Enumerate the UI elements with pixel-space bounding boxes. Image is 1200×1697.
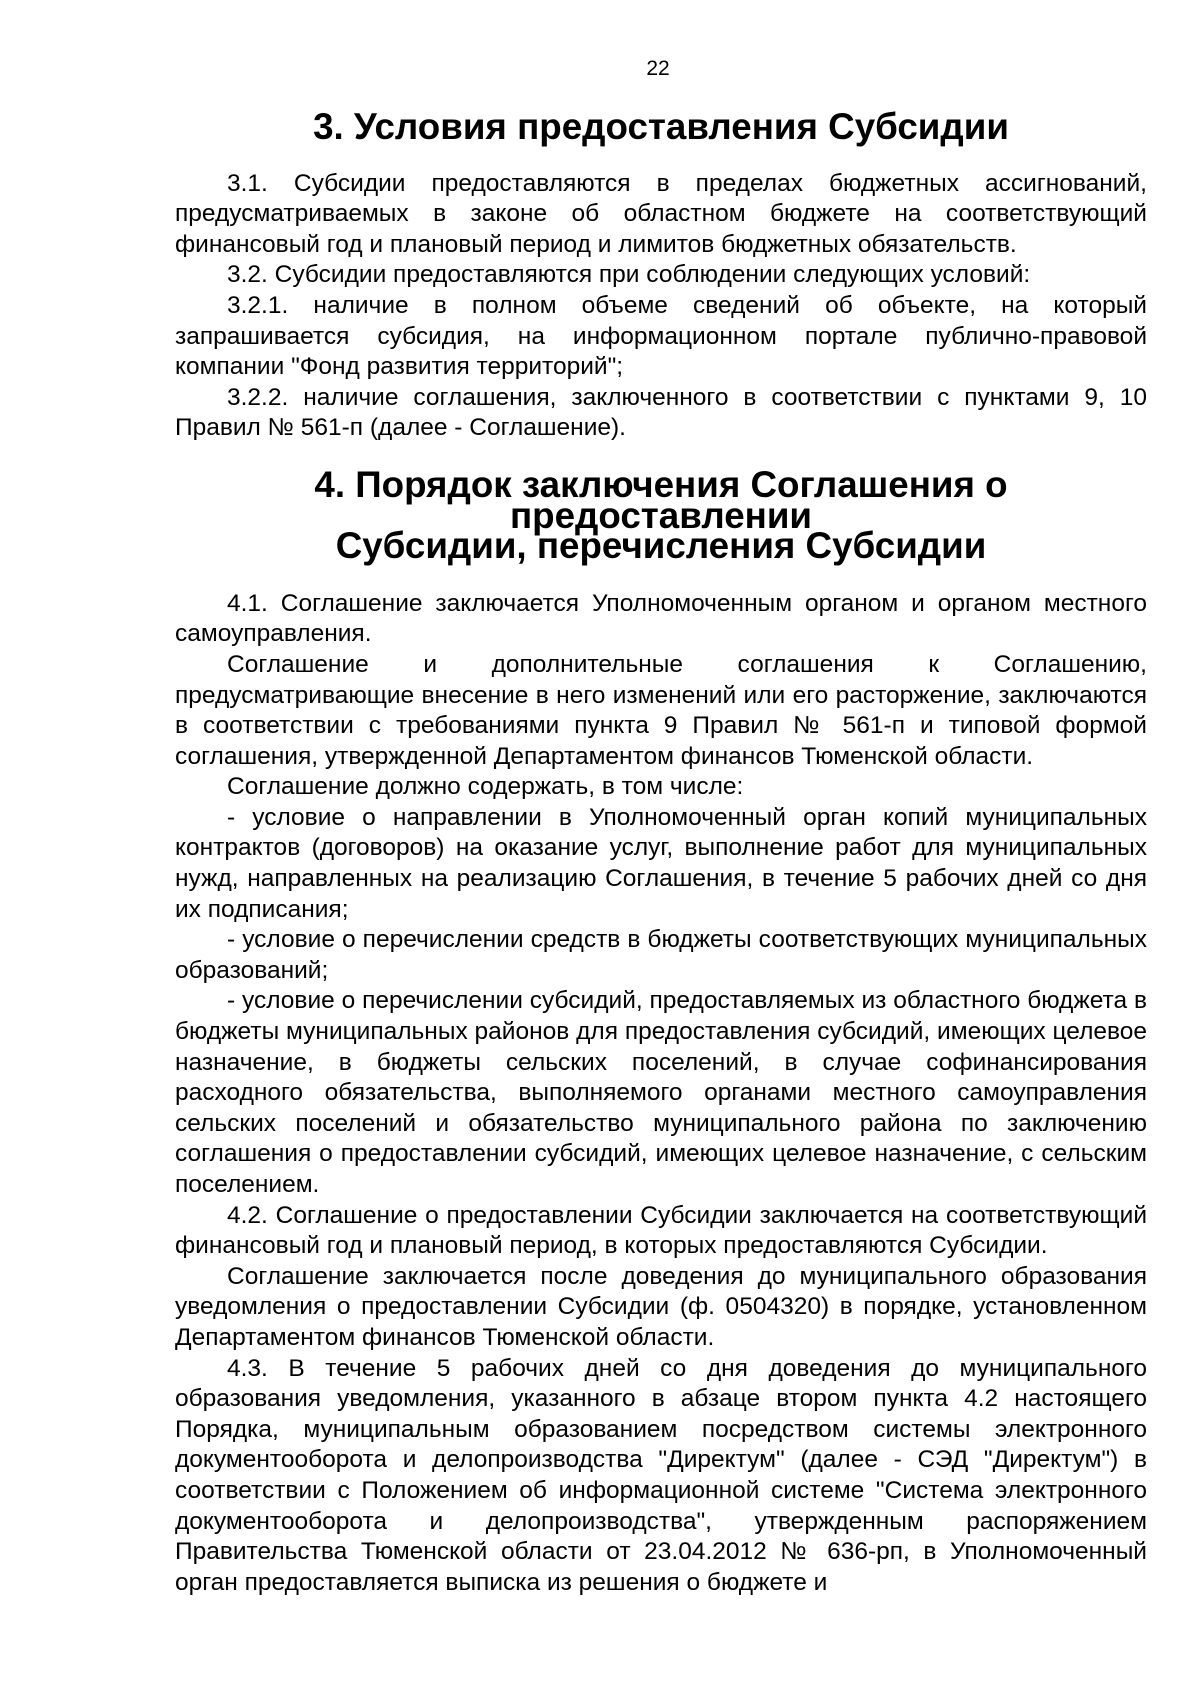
section-4-heading-line1: 4. Порядок заключения Соглашения о предоставлении	[314, 463, 1008, 536]
section-3-heading: 3. Условия предоставления Субсидии	[313, 106, 1009, 147]
paragraph-3-2-1: 3.2.1. наличие в полном объеме сведений об объекте, на который запрашивается субсидия, на информационном портале публично-правовой компании "Фонд развития территорий";	[175, 291, 1147, 381]
paragraph-4-2: 4.2. Соглашение о предоставлении Субсидии заключается на соответствующий финансовый год и плановый период, в которых предоставляются Субсидии.	[175, 1201, 1147, 1260]
paragraph-4-1-contents: Соглашение должно содержать, в том числе:	[227, 773, 744, 801]
paragraph-4-1-agreement-forms: Соглашение и дополнительные соглашения к Соглашению, предусматривающие внесение в него изменений или его расторжение, заключаются в соответствии с требованиями пункта 9 Правил № 561-п и типовой формой соглашения, утвержденной Департаментом финансов Тюменской области.	[175, 650, 1147, 770]
section-4-heading	[175, 463, 1147, 567]
page-number: 22	[646, 57, 670, 80]
paragraph-4-2-notification: Соглашение заключается после доведения до муниципального образования уведомления о предоставлении Субсидии (ф. 0504320) в порядке, установленном Департаментом финансов Тюменской области.	[175, 1262, 1147, 1351]
list-item-transfer-condition: - условие о перечислении средств в бюджеты соответствующих муниципальных образований;	[175, 926, 1147, 984]
section-4-heading-line2: Субсидии, перечисления Субсидии	[335, 525, 987, 567]
document-body	[175, 106, 1147, 1598]
paragraph-3-2: 3.2. Субсидии предоставляются при соблюдении следующих условий:	[227, 261, 1031, 289]
list-item-subsidy-transfer-condition: - условие о перечислении субсидий, предоставляемых из областного бюджета в бюджеты муниципальных районов для предоставления субсидий, имеющих целевое назначение, в бюджеты сельских поселений, в случае софинансирования расходного обязательства, выполняемого органами местного самоуправления сельских поселений и обязательство муниципального района по заключению соглашения о предоставлении субсидий, имеющих целевое назначение, с сельским поселением.	[175, 987, 1147, 1198]
list-item-contracts-condition: - условие о направлении в Уполномоченный орган копий муниципальных контрактов (договоров) на оказание услуг, выполнение работ для муниципальных нужд, направленных на реализацию Соглашения, в течение 5 рабочих дней со дня их подписания;	[175, 803, 1147, 923]
paragraph-4-3: 4.3. В течение 5 рабочих дней со дня доведения до муниципального образования уведомления, указанного в абзаце втором пункта 4.2 настоящего Порядка, муниципальным образованием посредством системы электронного документооборота и делопроизводства "Директум" (далее - СЭД "Директум") в соответствии с Положением об информационной системе "Система электронного документооборота и делопроизводства", утвержденным распоряжением Правительства Тюменской области от 23.04.2012 № 636-рп, в Уполномоченный орган предоставляется выписка из решения о бюджете и	[175, 1354, 1147, 1596]
paragraph-3-1: 3.1. Субсидии предоставляются в пределах бюджетных ассигнований, предусматриваемых в законе об областном бюджете на соответствующий финансовый год и плановый период и лимитов бюджетных обязательств.	[175, 169, 1147, 258]
paragraph-4-1: 4.1. Соглашение заключается Уполномоченным органом и органом местного самоуправления.	[175, 589, 1147, 648]
paragraph-3-2-2: 3.2.2. наличие соглашения, заключенного в соответствии с пунктами 9, 10 Правил № 561-п (далее - Соглашение).	[175, 383, 1147, 442]
